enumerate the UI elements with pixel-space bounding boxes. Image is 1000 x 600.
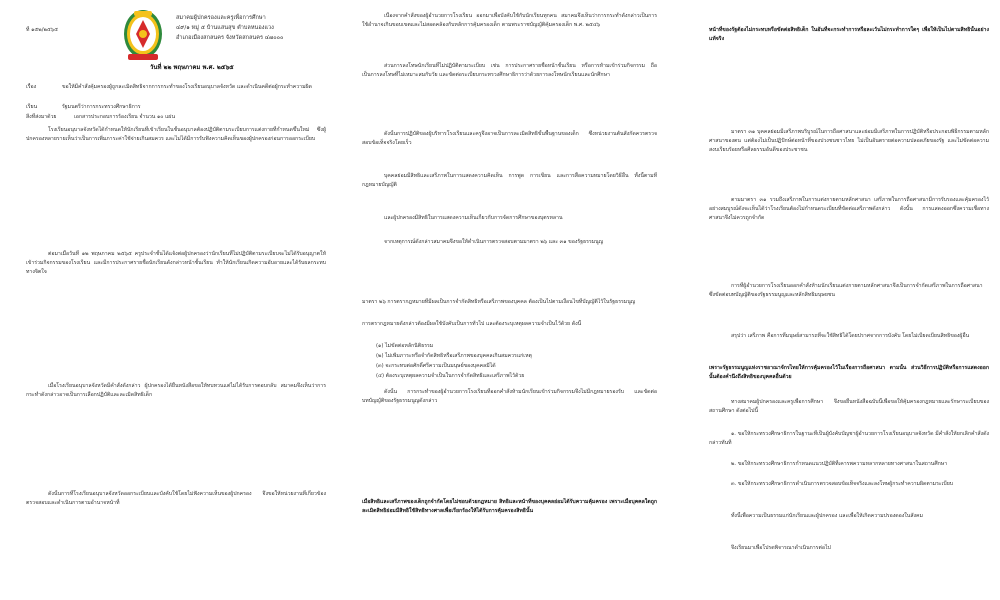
address-line-1: ๔๙/๑ หมู่ ๕ บ้านแสนสุข ตำบลหนองแวง [176, 25, 274, 31]
letter-page-2 [340, 0, 675, 600]
body-paragraph-2: ต่อมาเมื่อวันที่ ๑๒ พฤษภาคม ๒๕๖๕ ครูประจำชั้นได้แจ้งต่อผู้ปกครองว่านักเรียนที่ไม่ปฏิบัติตามระเบียบจะไม่ได้รับอนุญาตให้เข้าร่วมกิจกรรมของโรงเรียน และมีการประกาศรายชื่อนักเรียนดังกล่าวหน้าชั้นเรียน ทำให้นักเรียนเกิดความอับอายและได้รับผลกระทบทางจิตใจ [26, 251, 326, 276]
address-line-2: อำเภอเมืองสกลนคร จังหวัดสกลนคร ๔๗๐๐๐ [176, 35, 284, 41]
enclosure-text: เอกสารประกอบการร้องเรียน จำนวน ๑๐ แผ่น [74, 114, 176, 120]
recipient-row [26, 103, 326, 112]
body-paragraph-6: จากเหตุการณ์ดังกล่าวสมาคมจึงขอให้ดำเนินการตรวจสอบตามมาตรา ๒๖ และ ๓๑ ของรัฐธรรมนูญ [384, 239, 604, 245]
request-item: ๒. ขอให้กระทรวงศึกษาธิการกำหนดแนวปฏิบัติที่เคารพความหลากหลายทางศาสนาในสถานศึกษา [731, 461, 948, 467]
body-paragraph-5: และผู้ปกครองมีสิทธิในการแสดงความเห็นเกี่ยวกับการจัดการศึกษาของบุตรหลาน [384, 215, 563, 221]
body-paragraph-4: ดังนั้นการที่โรงเรียนอนุบาลจังหวัดออกระเบียบและบังคับใช้โดยไม่ฟังความเห็นของผู้ปกครอง จึงขอให้หน่วยงานที่เกี่ยวข้องตรวจสอบและดำเนินการตามอำนาจหน้าที่ [26, 491, 326, 507]
list-item: (๓) จะกระทบต่อศักดิ์ศรีความเป็นมนุษย์ของบุคคลมิได้ [376, 363, 496, 369]
list-item: (๔) ต้องระบุเหตุผลความจำเป็นในการจำกัดสิทธิและเสรีภาพไว้ด้วย [376, 373, 525, 379]
subject-label: เรื่อง [26, 84, 37, 90]
body-paragraph-3: ดังนั้นการปฏิบัติของผู้บริหารโรงเรียนและครูจึงอาจเป็นการละเมิดสิทธิขั้นพื้นฐานของเด็ก ซึ่งหน่วยงานต้นสังกัดควรตรวจสอบข้อเท็จจริงโดยเร็ว [362, 131, 657, 147]
closing-line-1: ทั้งนี้เพื่อความเป็นธรรมแก่นักเรียนและผู้ปกครอง และเพื่อให้เกิดความปรองดองในสังคม [731, 513, 923, 519]
body-paragraph-3: เมื่อโรงเรียนอนุบาลจังหวัดมีคำสั่งดังกล่าว ผู้ปกครองได้ยื่นหนังสือขอให้ทบทวนแต่ไม่ได้รับการตอบกลับ สมาคมจึงเห็นว่าการกระทำดังกล่าวอาจเป็นการเลือกปฏิบัติและละเมิดสิทธิเด็ก [26, 383, 326, 399]
bold-top-paragraph: หน้าที่ของรัฐต้องไม่กระทบหรือขัดต่อสิทธิเด็ก ในอันที่จะกระทำการหรือละเว้นไม่กระทำการใดๆ เพื่อให้เป็นไปตามสิทธินั้นอย่างแท้จริง [709, 27, 989, 43]
request-item: ๑. ขอให้กระทรวงศึกษาธิการในฐานะที่เป็นผู้บังคับบัญชาผู้อำนวยการโรงเรียนอนุบาลจังหวัด มีคำสั่งให้ยกเลิกคำสั่งดังกล่าวทันที [709, 431, 989, 447]
letter-page-3 [675, 0, 1000, 600]
body-paragraph-2: ตามมาตรา ๓๑ รวมถึงเสรีภาพในการแต่งกายตามหลักศาสนา เสรีภาพในการถือศาสนามีการรับรองและคุ้มครองไว้อย่างสมบูรณ์ดังจะเห็นได้ว่าโรงเรียนต้องไม่กำหนดระเบียบที่ขัดต่อเสรีภาพดังกล่าว ดังนั้น การแสดงออกซึ่งความเชื่อทางศาสนาจึงไม่ควรถูกจำกัด [709, 197, 989, 222]
body-paragraph-2: ส่วนการลงโทษนักเรียนที่ไม่ปฏิบัติตามระเบียบ เช่น การประกาศรายชื่อหน้าชั้นเรียน หรือการห้ามเข้าร่วมกิจกรรม ถือเป็นการลงโทษที่ไม่เหมาะสมกับวัย และขัดต่อระเบียบกระทรวงศึกษาธิการว่าด้วยการลงโทษนักเรียนและนักศึกษา [362, 63, 657, 79]
bold-mid-paragraph: เพราะรัฐธรรมนูญแห่งราชอาณาจักรไทยให้การคุ้มครองไว้ในเรื่องการถือศาสนา ตามนั้น ส่วนวิธีการปฏิบัติหรือการแสดงออกนั้นต้องคำนึงถึงสิทธิของบุคคลอื่นด้วย [709, 365, 989, 381]
list-item: (๑) ไม่ขัดต่อหลักนิติธรรม [376, 343, 434, 349]
enclosure-row [26, 113, 326, 122]
list-intro: การตรากฎหมายดังกล่าวต้องมีผลใช้บังคับเป็นการทั่วไป และต้องระบุเหตุผลความจำเป็นไว้ด้วย ดังนี้ [362, 321, 582, 327]
request-intro: ทางสมาคมผู้ปกครองและครูเพื่อการศึกษา จึงขอยื่นหนังสือฉบับนี้เพื่อขอให้คุ้มครองกฎหมายและรักษาระเบียบของสถานศึกษา ดังต่อไปนี้ [709, 399, 989, 415]
document-number: ที่ ๑๕๒/๒๕๖๕ [26, 27, 59, 33]
body-paragraph-1: เนื่องจากคำสั่งของผู้อำนวยการโรงเรียน ออกมาเพื่อบังคับใช้กับนักเรียนทุกคน สมาคมจึงเห็นว่าการกระทำดังกล่าวเป็นการใช้อำนาจเกินขอบเขตและไม่สอดคล้องกับหลักการคุ้มครองเด็ก ตามพระราชบัญญัติคุ้มครองเด็ก พ.ศ. ๒๕๔๖ [362, 13, 657, 29]
body-paragraph-1: โรงเรียนอนุบาลจังหวัดได้กำหนดให้นักเรียนที่เข้าเรียนในชั้นอนุบาลต้องปฏิบัติตามระเบียบการแต่งกายที่กำหนดขึ้นใหม่ ซึ่งผู้ปกครองหลายรายเห็นว่าเป็นการเพิ่มภาระค่าใช้จ่ายเกินสมควร และไม่ได้มีการรับฟังความคิดเห็นของผู้ปกครองก่อนการออกระเบียบ [26, 127, 326, 143]
section-title: มาตรา ๒๖ การตรากฎหมายที่มีผลเป็นการจำกัดสิทธิหรือเสรีภาพของบุคคล ต้องเป็นไปตามเงื่อนไขที่บัญญัติไว้ในรัฐธรรมนูญ [362, 299, 636, 305]
body-paragraph-4: บุคคลย่อมมีสิทธิและเสรีภาพในการแสดงความคิดเห็น การพูด การเขียน และการสื่อความหมายโดยวิธีอื่น ทั้งนี้ตามที่กฎหมายบัญญัติ [362, 173, 657, 189]
closing-paragraph: ดังนั้น การกระทำของผู้อำนวยการโรงเรียนที่ออกคำสั่งห้ามนักเรียนเข้าร่วมกิจกรรมจึงไม่มีกฎหมายรองรับ และขัดต่อบทบัญญัติของรัฐธรรมนูญดังกล่าว [362, 389, 657, 405]
subject-text: ขอให้มีคำสั่งคุ้มครองผู้ถูกละเมิดสิทธิจากการกระทำของโรงเรียนอนุบาลจังหวัด และดำเนินคดีต่อผู้กระทำความผิด [62, 84, 312, 90]
body-paragraph-3: การที่ผู้อำนวยการโรงเรียนออกคำสั่งห้ามนักเรียนแต่งกายตามหลักศาสนาจึงเป็นการจำกัดเสรีภาพในการถือศาสนา ซึ่งขัดต่อบทบัญญัติของรัฐธรรมนูญและหลักสิทธิมนุษยชน [709, 283, 983, 299]
organization-name: สมาคมผู้ปกครองและครูเพื่อการศึกษา [176, 15, 266, 21]
letter-page-1 [0, 0, 340, 600]
recipient-text: รัฐมนตรีว่าการกระทรวงศึกษาธิการ [62, 104, 141, 110]
subject-row [26, 83, 326, 92]
closing-line-2: จึงเรียนมาเพื่อโปรดพิจารณาดำเนินการต่อไป [731, 545, 831, 551]
request-item: ๓. ขอให้กระทรวงศึกษาธิการดำเนินการตรวจสอบข้อเท็จจริงและลงโทษผู้กระทำความผิดตามระเบียบ [731, 481, 954, 487]
enclosure-label: สิ่งที่ส่งมาด้วย [26, 114, 57, 120]
recipient-label: เรียน [26, 104, 38, 110]
association-seal-logo [120, 6, 166, 66]
body-paragraph-4: สรุปว่า เสรีภาพ คือการที่มนุษย์สามารถที่จะใช้สิทธิได้โดยปราศจากการบังคับ โดยไม่เบียดเบียนสิทธิของผู้อื่น [731, 333, 970, 339]
list-item: (๒) ไม่เพิ่มภาระหรือจำกัดสิทธิหรือเสรีภาพของบุคคลเกินสมควรแก่เหตุ [376, 353, 532, 359]
bold-paragraph: เมื่อสิทธิและเสรีภาพของเด็กถูกจำกัดโดยไม่ชอบด้วยกฎหมาย สิทธิและหน้าที่ของบุคคลย่อมได้รับความคุ้มครอง เพราะเมื่อบุคคลใดถูกละเมิดสิทธิย่อมมีสิทธิใช้สิทธิทางศาลเพื่อเรียกร้องให้ได้รับการคุ้มครองสิทธินั้น [362, 499, 657, 515]
body-paragraph-1: มาตรา ๓๑ บุคคลย่อมมีเสรีภาพบริบูรณ์ในการถือศาสนาและย่อมมีเสรีภาพในการปฏิบัติหรือประกอบพิธีกรรมตามหลักศาสนาของตน แต่ต้องไม่เป็นปฏิปักษ์ต่อหน้าที่ของปวงชนชาวไทย ไม่เป็นอันตรายต่อความปลอดภัยของรัฐ และไม่ขัดต่อความสงบเรียบร้อยหรือศีลธรรมอันดีของประชาชน [709, 129, 989, 154]
letter-date: วันที่ ๒๒ พฤษภาคม พ.ศ. ๒๕๖๕ [150, 64, 234, 71]
